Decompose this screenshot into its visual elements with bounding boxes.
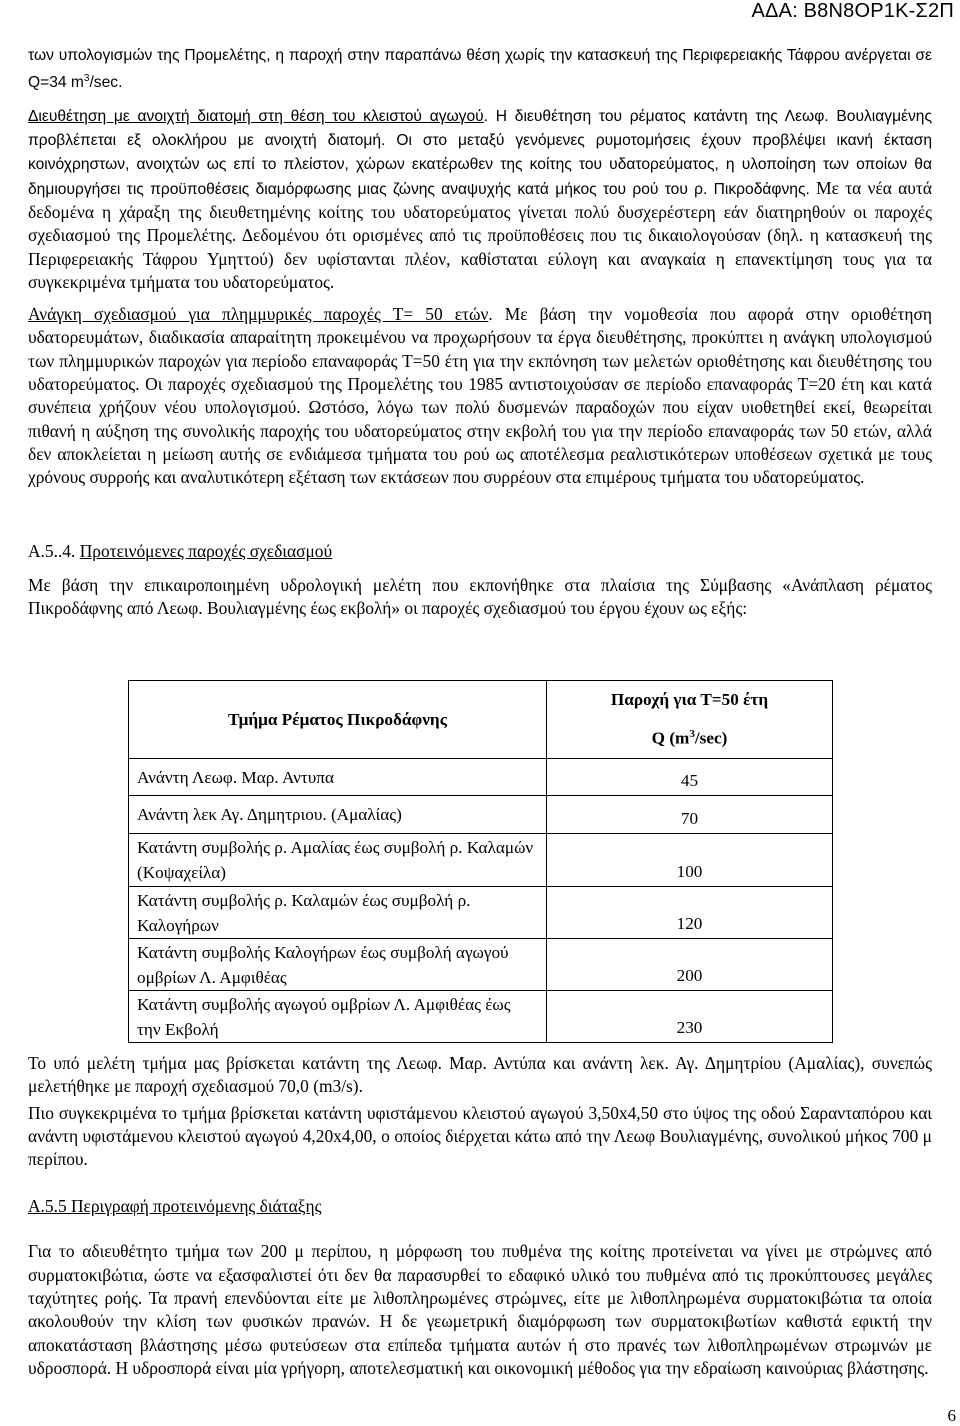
paragraph-previous-calc	[28, 44, 932, 95]
heading-title: Α.5.5 Περιγραφή προτεινόμενης διάταξης	[28, 1196, 322, 1217]
table-row	[129, 887, 833, 939]
paragraph-proposed-layout: Για το αδιευθέτητο τμήμα των 200 μ περίπου, η μόρφωση του πυθμένα της κοίτης προτείνεται να γίνει με στρώμνες από συρματοκιβώτια, ώστε να εξασφαλιστεί ότι δεν θα παρασυρθεί το εδαφικό υλικό του πυθμένα από τις προκύπτουσες μεγάλες ταχύτητες ροής. Τα πρανή επενδύονται είτε με λιθοπληρωμένες στρώμνες, είτε με λιθοπληρωμένα συρματοκιβώτια τα οποία ακολουθούν την κλίση των φυσικών πρανών. Η δε γεωμετρική διαμόρφωση των συρματοκιβωτίων καθιστά εφικτή την αποκατάσταση βλάστησης μέσω φυτεύσεων στα επίπεδα τμήματα αυτών ή στο πρανές των λιθοπληρωμένων στρωμνών με υδροσπορά. Η υδροσπορά είναι μία γρήγορη, αποτελεσματική και οικονομική μέθοδος για την εδραίωση καινούριας βλάστησης.	[28, 1241, 932, 1378]
cell-value: 45	[547, 759, 833, 796]
cell-value: 70	[547, 796, 833, 834]
cell-section: Κατάντη συμβολής Καλογήρων έως συμβολή αγωγού ομβρίων Λ. Αμφιθέας	[129, 939, 547, 991]
paragraph-text: . Με βάση την νομοθεσία που αφορά στην οριοθέτηση υδατορευμάτων, διαδικασία απαραίτητη προκειμένου να προχωρήσουν τα έργα διευθέτησης, προκύπτει η ανάγκη υπολογισμού των πλημμυρικών παροχών για περίοδο επαναφοράς Τ=50 έτη για την εκπόνηση των μελετών οριοθέτησης και διευθέτησης του υδατορεύματος. Οι παροχές σχεδιασμού της Προμελέτης του 1985 αντιστοιχούσαν σε περίοδο επαναφοράς Τ=20 έτη και κατά συνέπεια χρήζουν νέου υπολογισμού. Ωστόσο, λόγω των πολύ δυσμενών παραδοχών που είχαν υιοθετηθεί εκεί, θεωρείται πιθανή η αύξηση της συνολικής παροχής του υδατορεύματος στην εκβολή του για την περίοδο επαναφοράς των 50 ετών, αλλά δεν αποκλείεται η μείωση αυτής σε ενδιάμεσα τμήματα του ρού ως αποτέλεσμα ρεαλιστικότερων υποθέσεων σχετικά με τους χρόνους συρροής και αναλυτικότερη εξέταση των εκτάσεων που συρρέουν στα επιμέρους τμήματα του υδατορεύματος.	[28, 304, 932, 488]
ada-code: ΑΔΑ: Β8Ν8ΟΡ1Κ-Σ2Π	[751, 0, 954, 22]
cell-section: Κατάντη συμβολής αγωγού ομβρίων Λ. Αμφιθέας έως την Εκβολή	[129, 991, 547, 1043]
section-heading-a55	[28, 1195, 932, 1218]
document-body-lower	[28, 1052, 932, 1380]
paragraph-text: των υπολογισμών της Προμελέτης, η παροχή στην παραπάνω θέση χωρίς την κατασκευή της Περιφερειακής Τάφρου ανέργεται σε Q=34 m	[28, 47, 932, 92]
cell-section: Κατάντη συμβολής ρ. Καλαμών έως συμβολή ρ. Καλογήρων	[129, 887, 547, 939]
section-heading-a54	[28, 540, 932, 563]
table-row	[129, 939, 833, 991]
header-flow	[547, 681, 833, 759]
paragraph-flood-design	[28, 303, 932, 489]
cell-value: 120	[547, 887, 833, 939]
header-section: Τμήμα Ρέματος Πικροδάφνης	[129, 681, 547, 759]
table-header-row	[129, 681, 833, 759]
cell-section: Ανάντη Λεωφ. Μαρ. Αντυπα	[129, 759, 547, 796]
superscript: 3	[83, 73, 90, 85]
table-row	[129, 759, 833, 796]
cell-value: 230	[547, 991, 833, 1043]
paragraph-serif-text: Με τα νέα αυτά δεδομένα η χάραξη της διευθετημένης κοίτης του υδατορεύματος γίνεται πολύ δυσχερέστερη εάν διατηρηθούν οι παροχές σχεδιασμού της Προμελέτης. Δεδομένου ότι ορισμένες από τις προϋποθέσεις που τις δικαιολογούσαν (δηλ. η κατασκευή της Περιφερειακής Τάφρου Υμηττού) δεν υφίστανται πλέον, καθίσταται εύλογη και αναγκαία η επανεκτίμηση τους για τα συγκεκριμένα τμήματα του υδατορεύματος.	[28, 177, 932, 292]
heading-title: Προτεινόμενες παροχές σχεδιασμού	[79, 540, 333, 561]
paragraph-study-segment: Το υπό μελέτη τμήμα μας βρίσκεται κατάντη της Λεωφ. Μαρ. Αντύπα και ανάντη λεκ. Αγ. Δημητρίου (Αμαλίας), συνεπώς μελετήθηκε με παροχή σχεδιασμού 70,0 (m3/s).	[28, 1053, 932, 1097]
underlined-lead: Διευθέτηση με ανοιχτή διατομή στη θέση του κλειστού αγωγού	[28, 107, 484, 125]
paragraph-segment-location: Πιο συγκεκριμένα το τμήμα βρίσκεται κατάντη υφιστάμενου κλειστού αγωγού 3,50x4,50 στο ύψος της οδού Σαρανταπόρου και ανάντη υφιστάμενου κλειστού αγωγού 4,20x4,00, ο οποίος διέρχεται κάτω από την Λεωφ Βουλιαγμένης, συνολικού μήκος 700 μ περίπου.	[28, 1102, 932, 1170]
cell-section: Κατάντη συμβολής ρ. Αμαλίας έως συμβολή ρ. Καλαμών (Κοψαχείλα)	[129, 834, 547, 887]
header-flow-line2: Q $(m^3/\sec)$	[651, 728, 728, 748]
paragraph-sans-text: . Η διευθέτηση του ρέματος κατάντη της Λεωφ. Βουλιαγμένης προβλέπεται εξ ολοκλήρου με ανοιχτή διατομή. Οι στο μεταξύ γενόμενες ρυμοτομήσεις έχουν προβλέψει ικανή έκταση κοινόχρηστων, ανοιχτών ως επί το πλείστον, χώρων εκατέρωθεν της κοίτης του υδατορεύματος, η υλοποίηση των οποίων θα δημιουργήσει τις προϋποθέσεις διαμόρφωσης μιας ζώνης αναψυχής κατά μήκος του ρού του ρ. Πικροδάφνης.	[28, 107, 932, 198]
paragraph-open-section	[28, 104, 932, 294]
table-row	[129, 991, 833, 1043]
underlined-lead: Ανάγκη σχεδιασμού για πλημμυρικές παροχές Τ= 50 ετών	[28, 304, 489, 325]
table-row	[129, 796, 833, 834]
cell-value: 200	[547, 939, 833, 991]
paragraph-design-flows-intro: Με βάση την επικαιροποιημένη υδρολογική μελέτη που εκπονήθηκε στα πλαίσια της Σύμβασης «Ανάπλαση ρέματος Πικροδάφνης από Λεωφ. Βουλιαγμένης έως εκβολή» οι παροχές σχεδιασμού του έργου έχουν ως εξής:	[28, 574, 932, 618]
document-body	[28, 44, 932, 620]
design-flows-table	[128, 680, 833, 1043]
table-row	[129, 834, 833, 887]
page-number: 6	[947, 1406, 956, 1425]
paragraph-tail: /sec.	[89, 74, 123, 92]
cell-section: Ανάντη λεκ Αγ. Δημητριου. (Αμαλίας)	[129, 796, 547, 834]
cell-value: 100	[547, 834, 833, 887]
header-flow-line1: Παροχή για Τ=50 έτη	[610, 690, 769, 710]
heading-number: Α.5..4.	[28, 540, 80, 561]
